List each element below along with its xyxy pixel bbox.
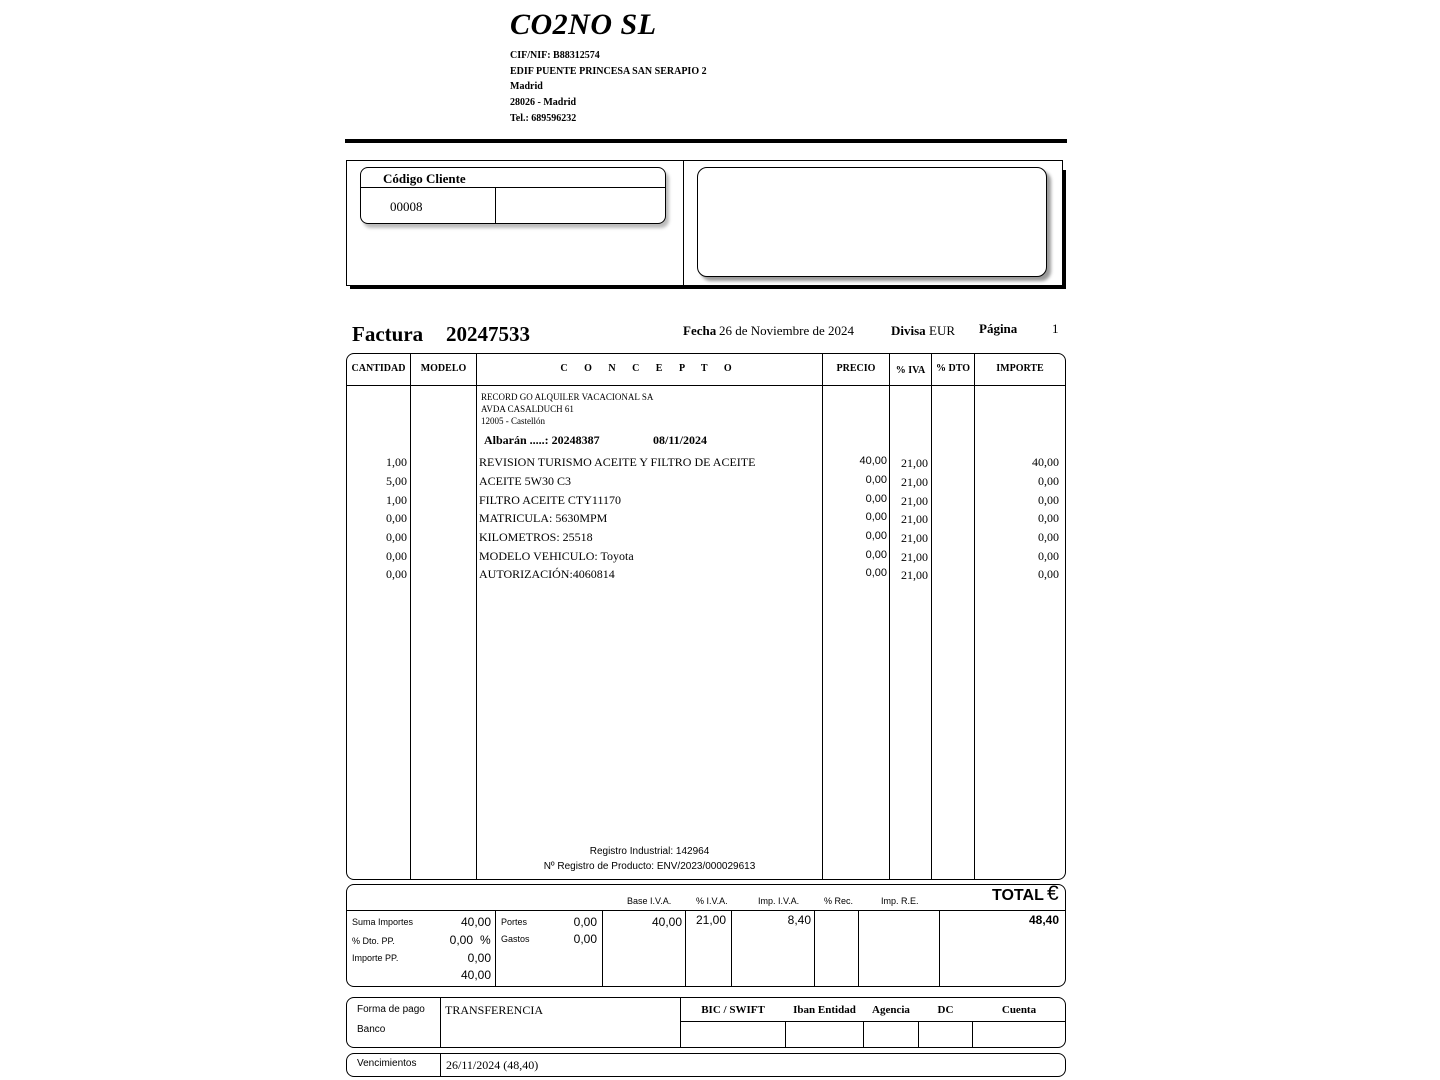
base-iva-value: 40,00 bbox=[651, 915, 682, 929]
delivery-customer-street: AVDA CASALDUCH 61 bbox=[481, 404, 574, 414]
totals-divider bbox=[495, 911, 496, 986]
gastos-value: 0,00 bbox=[573, 932, 597, 946]
header-rule bbox=[345, 139, 1067, 143]
dto-pp-value: 0,00 bbox=[449, 933, 473, 947]
row-precio: 0,00 bbox=[865, 549, 887, 561]
gastos-label: Gastos bbox=[501, 934, 530, 944]
table-row bbox=[0, 474, 1440, 492]
bank-header-rule bbox=[681, 1021, 1065, 1022]
albaran-date: 08/11/2024 bbox=[653, 433, 708, 447]
importe-pp-label: Importe PP. bbox=[352, 953, 399, 963]
row-concepto: MATRICULA: 5630MPM bbox=[479, 511, 608, 525]
table-row bbox=[0, 455, 1440, 473]
col-header-importe: IMPORTE bbox=[996, 363, 1044, 374]
lines-header-rule bbox=[347, 385, 1065, 386]
row-iva: 21,00 bbox=[901, 456, 928, 470]
row-precio: 0,00 bbox=[865, 511, 887, 523]
invoice-label: Factura bbox=[352, 322, 424, 346]
company-phone: Tel.: 689596232 bbox=[510, 113, 577, 124]
payment-method-value: TRANSFERENCIA bbox=[445, 1003, 544, 1017]
totals-divider bbox=[602, 911, 603, 986]
pct-iva-value: 21,00 bbox=[696, 913, 727, 927]
col-divider-concepto bbox=[476, 354, 477, 879]
totals-header-imp-iva: Imp. I.V.A. bbox=[758, 896, 800, 906]
euro-icon: € bbox=[1047, 882, 1059, 905]
invoice-number: 20247533 bbox=[446, 322, 530, 346]
date-label: Fecha bbox=[683, 323, 717, 338]
row-cantidad: 5,00 bbox=[386, 474, 407, 488]
registro-industrial: Registro Industrial: 142964 bbox=[589, 846, 710, 857]
imp-iva-value: 8,40 bbox=[787, 913, 811, 927]
dto-pp-label: % Dto. PP. bbox=[352, 936, 395, 946]
row-importe: 0,00 bbox=[1038, 549, 1059, 563]
page-label: Página bbox=[979, 321, 1018, 336]
row-concepto: ACEITE 5W30 C3 bbox=[479, 474, 571, 488]
suma-importes-label: Suma Importes bbox=[352, 917, 414, 927]
client-code-label: Código Cliente bbox=[383, 171, 466, 186]
row-iva: 21,00 bbox=[901, 475, 928, 489]
currency-label: Divisa bbox=[891, 323, 926, 338]
totals-header-rule bbox=[347, 910, 1065, 911]
row-precio: 0,00 bbox=[865, 474, 887, 486]
row-iva: 21,00 bbox=[901, 568, 928, 582]
row-precio: 0,00 bbox=[865, 567, 887, 579]
iban-entidad-header: Iban Entidad bbox=[793, 1004, 856, 1016]
albaran-number: Albarán .....: 20248387 bbox=[484, 433, 600, 447]
agencia-header: Agencia bbox=[872, 1004, 910, 1016]
col-header-iva: % IVA bbox=[895, 365, 926, 376]
row-importe: 0,00 bbox=[1038, 511, 1059, 525]
col-header-modelo: MODELO bbox=[420, 363, 467, 374]
company-postal: 28026 - Madrid bbox=[510, 97, 577, 108]
row-iva: 21,00 bbox=[901, 494, 928, 508]
totals-header-pct-rec: % Rec. bbox=[824, 896, 854, 906]
row-precio: 0,00 bbox=[865, 493, 887, 505]
row-concepto: REVISION TURISMO ACEITE Y FILTRO DE ACEITE bbox=[479, 455, 756, 469]
totals-header-pct-iva: % I.V.A. bbox=[696, 896, 728, 906]
dto-pp-percent: % bbox=[480, 933, 491, 947]
client-section-shadow-right bbox=[1063, 170, 1066, 289]
row-cantidad: 0,00 bbox=[386, 511, 407, 525]
portes-value: 0,00 bbox=[573, 915, 597, 929]
totals-divider bbox=[858, 911, 859, 986]
totals-header-base-iva: Base I.V.A. bbox=[627, 896, 672, 906]
row-cantidad: 1,00 bbox=[386, 493, 407, 507]
col-header-precio: PRECIO bbox=[836, 363, 876, 374]
client-section-divider bbox=[683, 160, 684, 286]
bank-divider bbox=[972, 1022, 973, 1047]
client-code-rule bbox=[361, 187, 665, 188]
row-iva: 21,00 bbox=[901, 531, 928, 545]
client-section-shadow-bottom bbox=[350, 286, 1064, 289]
table-row bbox=[0, 511, 1440, 529]
subtotal-value: 40,00 bbox=[460, 968, 491, 982]
row-iva: 21,00 bbox=[901, 550, 928, 564]
row-precio: 0,00 bbox=[865, 530, 887, 542]
row-importe: 0,00 bbox=[1038, 493, 1059, 507]
row-importe: 0,00 bbox=[1038, 530, 1059, 544]
payment-method-label: Forma de pago bbox=[357, 1004, 425, 1015]
bank-divider bbox=[918, 1022, 919, 1047]
delivery-customer-city: 12005 - Castellón bbox=[481, 416, 545, 426]
table-row bbox=[0, 567, 1440, 585]
row-cantidad: 0,00 bbox=[386, 567, 407, 581]
row-concepto: FILTRO ACEITE CTY11170 bbox=[479, 493, 622, 507]
bank-label: Banco bbox=[357, 1024, 386, 1035]
row-concepto: AUTORIZACIÓN:4060814 bbox=[479, 567, 615, 581]
suma-importes-value: 40,00 bbox=[460, 915, 491, 929]
row-cantidad: 1,00 bbox=[386, 455, 407, 469]
importe-pp-value: 0,00 bbox=[467, 951, 491, 965]
total-label: TOTAL bbox=[992, 887, 1044, 904]
dc-header: DC bbox=[937, 1004, 954, 1016]
row-importe: 40,00 bbox=[1032, 455, 1059, 469]
col-divider-modelo bbox=[410, 354, 411, 879]
col-header-cantidad: CANTIDAD bbox=[351, 363, 406, 374]
due-dates-label: Vencimientos bbox=[357, 1058, 417, 1069]
col-header-concepto: C O N C E P T O bbox=[560, 363, 739, 374]
totals-divider bbox=[685, 911, 686, 986]
currency-value: EUR bbox=[929, 323, 955, 338]
table-row bbox=[0, 493, 1440, 511]
company-address: EDIF PUENTE PRINCESA SAN SERAPIO 2 bbox=[510, 66, 707, 77]
total-value: 48,40 bbox=[1028, 913, 1059, 927]
client-address-box bbox=[697, 167, 1047, 277]
page-number: 1 bbox=[1052, 321, 1059, 336]
delivery-customer-name: RECORD GO ALQUILER VACACIONAL SA bbox=[481, 392, 654, 402]
company-cif: CIF/NIF: B88312574 bbox=[510, 50, 600, 61]
due-dates-divider bbox=[440, 1054, 441, 1076]
col-header-dto: % DTO bbox=[936, 363, 970, 374]
company-name: CO2NO SL bbox=[510, 8, 657, 41]
company-city: Madrid bbox=[510, 81, 543, 92]
totals-divider bbox=[731, 911, 732, 986]
totals-divider bbox=[814, 911, 815, 986]
totals-divider bbox=[939, 911, 940, 986]
row-importe: 0,00 bbox=[1038, 474, 1059, 488]
row-cantidad: 0,00 bbox=[386, 549, 407, 563]
col-divider-iva bbox=[889, 354, 890, 879]
client-code-divider bbox=[495, 188, 496, 223]
col-divider-precio bbox=[822, 354, 823, 879]
row-concepto: KILOMETROS: 25518 bbox=[479, 530, 593, 544]
row-importe: 0,00 bbox=[1038, 567, 1059, 581]
portes-label: Portes bbox=[501, 917, 528, 927]
row-cantidad: 0,00 bbox=[386, 530, 407, 544]
payment-divider bbox=[440, 998, 441, 1047]
row-precio: 40,00 bbox=[859, 455, 887, 467]
cuenta-header: Cuenta bbox=[1001, 1004, 1037, 1016]
totals-header-imp-re: Imp. R.E. bbox=[881, 896, 919, 906]
bic-swift-header: BIC / SWIFT bbox=[701, 1004, 765, 1016]
date-value: 26 de Noviembre de 2024 bbox=[719, 323, 855, 338]
registro-producto: Nº Registro de Producto: ENV/2023/000029613 bbox=[543, 861, 756, 872]
col-divider-importe bbox=[974, 354, 975, 879]
col-divider-dto bbox=[931, 354, 932, 879]
row-iva: 21,00 bbox=[901, 512, 928, 526]
client-code-value: 00008 bbox=[390, 199, 423, 214]
table-row bbox=[0, 530, 1440, 548]
table-row bbox=[0, 549, 1440, 567]
bank-divider bbox=[785, 1022, 786, 1047]
due-dates-value: 26/11/2024 (48,40) bbox=[446, 1058, 539, 1072]
row-concepto: MODELO VEHICULO: Toyota bbox=[479, 549, 634, 563]
bank-divider bbox=[863, 1022, 864, 1047]
